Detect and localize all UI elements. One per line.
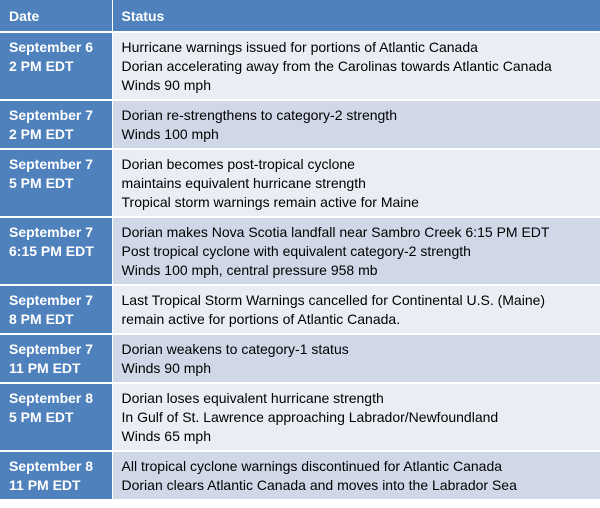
date-line: September 7 (9, 224, 94, 240)
date-cell (0, 100, 112, 149)
date-line: 8 PM EDT (9, 311, 74, 327)
status-line: Dorian accelerating away from the Carolinas towards Atlantic Canada (121, 58, 552, 74)
date-cell (0, 217, 112, 285)
status-line: Winds 90 mph (121, 77, 211, 93)
date-line: 5 PM EDT (9, 409, 74, 425)
table-header-row (0, 0, 600, 32)
status-line: Winds 65 mph (121, 428, 211, 444)
status-cell (112, 383, 600, 451)
date-cell (0, 285, 112, 334)
status-line: Dorian becomes post-tropical cyclone (121, 156, 355, 172)
table-row (0, 100, 600, 149)
table-row (0, 32, 600, 100)
status-cell (112, 149, 600, 217)
date-line: 11 PM EDT (9, 360, 81, 376)
table-row (0, 217, 600, 285)
date-line: September 8 (9, 458, 94, 474)
status-line: Dorian clears Atlantic Canada and moves into the Labrador Sea (121, 477, 517, 493)
date-line: 6:15 PM EDT (9, 243, 94, 259)
status-line: Last Tropical Storm Warnings cancelled for Continental U.S. (Maine) (121, 292, 546, 308)
date-line: 2 PM EDT (9, 58, 74, 74)
status-cell (112, 100, 600, 149)
date-line: September 8 (9, 390, 94, 406)
date-line: September 7 (9, 292, 94, 308)
table-row (0, 451, 600, 499)
status-line: maintains equivalent hurricane strength (121, 175, 366, 191)
status-cell (112, 32, 600, 100)
status-line: All tropical cyclone warnings discontinued for Atlantic Canada (121, 458, 503, 474)
status-line: remain active for portions of Atlantic Canada. (121, 311, 401, 327)
date-line: September 7 (9, 107, 94, 123)
status-line: Tropical storm warnings remain active for Maine (121, 194, 419, 210)
status-column-header: Status (112, 0, 600, 32)
date-line: September 7 (9, 341, 94, 357)
date-line: September 6 (9, 39, 94, 55)
status-line: Dorian weakens to category-1 status (121, 341, 349, 357)
date-cell (0, 383, 112, 451)
status-cell (112, 285, 600, 334)
date-cell (0, 451, 112, 499)
status-cell (112, 451, 600, 499)
status-cell (112, 334, 600, 383)
date-line: 11 PM EDT (9, 477, 81, 493)
date-line: 2 PM EDT (9, 126, 74, 142)
date-line: 5 PM EDT (9, 175, 74, 191)
table-row (0, 334, 600, 383)
date-cell (0, 334, 112, 383)
status-line: In Gulf of St. Lawrence approaching Labrador/Newfoundland (121, 409, 499, 425)
date-line: September 7 (9, 156, 94, 172)
status-line: Winds 100 mph, central pressure 958 mb (121, 262, 378, 278)
status-line: Hurricane warnings issued for portions of Atlantic Canada (121, 39, 478, 55)
status-cell (112, 217, 600, 285)
status-line: Post tropical cyclone with equivalent category-2 strength (121, 243, 471, 259)
table-row (0, 149, 600, 217)
table-row (0, 285, 600, 334)
status-line: Dorian re-strengthens to category-2 strength (121, 107, 397, 123)
date-column-header: Date (0, 0, 112, 32)
table-row (0, 383, 600, 451)
date-cell (0, 32, 112, 100)
status-line: Winds 90 mph (121, 360, 211, 376)
status-line: Dorian makes Nova Scotia landfall near Sambro Creek 6:15 PM EDT (121, 224, 550, 240)
status-line: Winds 100 mph (121, 126, 219, 142)
status-line: Dorian loses equivalent hurricane strength (121, 390, 384, 406)
date-cell (0, 149, 112, 217)
